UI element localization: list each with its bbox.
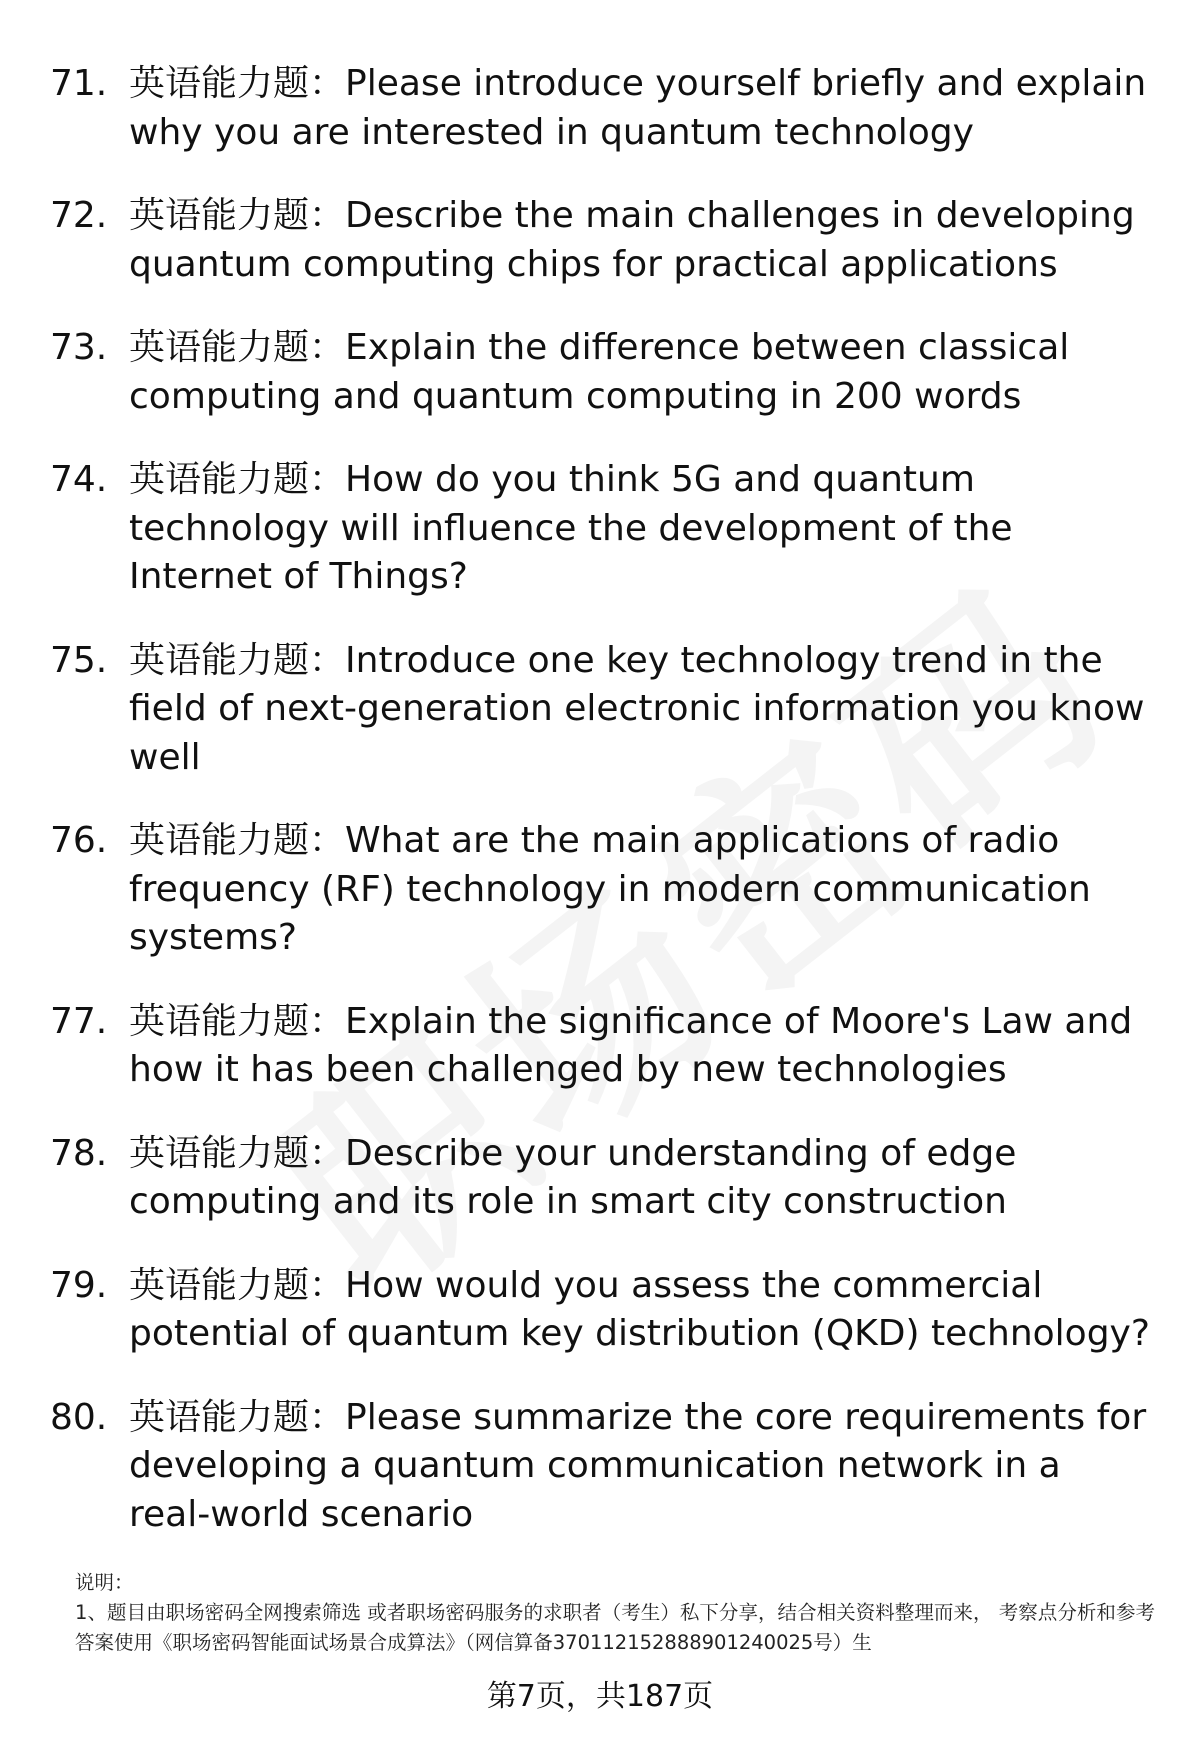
- question-text: Please introduce yourself briefly and explain why you are interested in quantum technology: [129, 63, 1147, 153]
- question-item: [50, 456, 1150, 602]
- question-tag: 英语能力题：: [129, 1264, 346, 1306]
- question-tag: 英语能力题：: [129, 1396, 346, 1438]
- question-tag: 英语能力题：: [129, 820, 346, 861]
- question-text: Describe the main challenges in developing quantum computing chips for practical applications: [129, 195, 1135, 285]
- question-number: 72.: [50, 195, 108, 236]
- question-body: [129, 1130, 1150, 1227]
- question-body: [129, 637, 1150, 783]
- question-item: [50, 1262, 1150, 1359]
- question-text: Explain the significance of Moore's Law and how it has been challenged by new technologies: [129, 1000, 1133, 1090]
- question-body: [129, 1262, 1150, 1359]
- notes-heading: 说明：: [75, 1571, 134, 1594]
- question-item: [50, 192, 1150, 289]
- question-body: [129, 456, 1150, 602]
- question-item: [50, 998, 1150, 1095]
- question-number: 73.: [50, 327, 108, 368]
- question-tag: 英语能力题：: [129, 1000, 346, 1042]
- notes-body: 1、题目由职场密码全网搜索筛选 或者职场密码服务的求职者（考生）私下分享，结合相关资料整理而来， 考察点分析和参考答案使用《职场密码智能面试场景合成算法》（网信算备370112152888901240025号）生: [75, 1601, 1155, 1654]
- question-number: 78.: [50, 1132, 108, 1174]
- question-body: [129, 817, 1150, 963]
- question-body: [129, 60, 1150, 157]
- question-tag: 英语能力题：: [129, 1132, 346, 1174]
- question-text: Explain the difference between classical computing and quantum computing in 200 words: [129, 327, 1070, 417]
- question-tag: 英语能力题：: [129, 327, 346, 368]
- question-item: [50, 1130, 1150, 1227]
- question-text: Please summarize the core requirements for developing a quantum communication network in a real-world scenario: [129, 1396, 1147, 1535]
- question-item: [50, 60, 1150, 157]
- question-number: 80.: [50, 1396, 108, 1438]
- question-text: How would you assess the commercial potential of quantum key distribution (QKD) technology?: [129, 1264, 1150, 1354]
- page-footer: [0, 1671, 1200, 1715]
- question-text: How do you think 5G and quantum technology will influence the development of the Internet of Things?: [129, 459, 1013, 597]
- question-text: What are the main applications of radio frequency (RF) technology in modern communication systems?: [129, 820, 1091, 958]
- question-body: [129, 192, 1150, 289]
- question-text: Describe your understanding of edge computing and its role in smart city construction: [129, 1132, 1017, 1222]
- question-number: 71.: [50, 63, 108, 104]
- question-number: 79.: [50, 1264, 108, 1306]
- question-number: 75.: [50, 639, 108, 681]
- question-tag: 英语能力题：: [129, 195, 346, 236]
- question-number: 76.: [50, 820, 108, 861]
- page-number-label: 第7页，共187页: [486, 1679, 714, 1714]
- question-item: [50, 1394, 1150, 1540]
- question-item: [50, 817, 1150, 963]
- question-number: 74.: [50, 459, 108, 500]
- question-body: [129, 1394, 1150, 1540]
- question-number: 77.: [50, 1000, 108, 1042]
- question-tag: 英语能力题：: [129, 63, 346, 104]
- question-item: [50, 637, 1150, 783]
- question-list: [50, 60, 1150, 1574]
- question-body: [129, 324, 1150, 421]
- question-tag: 英语能力题：: [129, 459, 346, 500]
- question-text: Introduce one key technology trend in the field of next-generation electronic information you know well: [129, 639, 1145, 778]
- notes-section: [75, 1568, 1155, 1658]
- question-body: [129, 998, 1150, 1095]
- question-item: [50, 324, 1150, 421]
- question-tag: 英语能力题：: [129, 639, 346, 681]
